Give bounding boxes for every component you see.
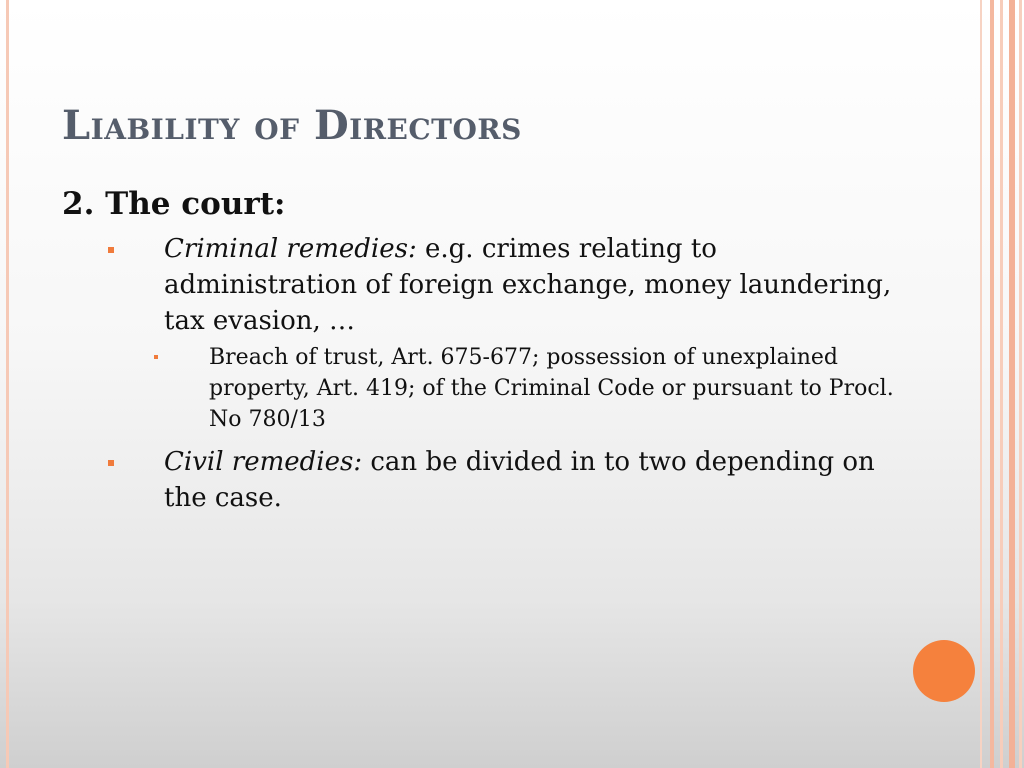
sub-bullet-text: Breach of trust, Art. 675-677; possession of unexplained property, Art. 419; of the Criminal Code or pursuant to Procl. No 780/13 <box>209 345 894 433</box>
slide-body <box>62 186 902 516</box>
bullet-text: e.g. crimes relating to administration of foreign exchange, money laundering, tax evasion, … <box>164 234 892 337</box>
bullet-civil-remedies <box>62 444 902 516</box>
stripe <box>980 0 982 768</box>
section-heading: 2. The court: <box>62 186 286 222</box>
stripe <box>990 0 994 768</box>
bullet-criminal-remedies <box>62 231 902 339</box>
stripe <box>1019 0 1022 768</box>
square-bullet-icon <box>108 460 114 466</box>
orange-circle-icon <box>913 640 975 702</box>
square-bullet-icon <box>108 247 114 253</box>
left-decorative-stripe <box>6 0 9 768</box>
bullet-text: can be divided in to two depending on the case. <box>164 447 875 514</box>
stripe <box>1009 0 1015 768</box>
square-bullet-icon <box>154 355 158 359</box>
sub-bullet-criminal-code <box>62 342 902 435</box>
slide-title: Liability of Directors <box>62 102 522 149</box>
bullet-lead: Civil remedies: <box>164 447 363 478</box>
stripe <box>1000 0 1003 768</box>
right-decorative-stripes <box>976 0 1024 768</box>
bullet-lead: Criminal remedies: <box>164 234 417 265</box>
